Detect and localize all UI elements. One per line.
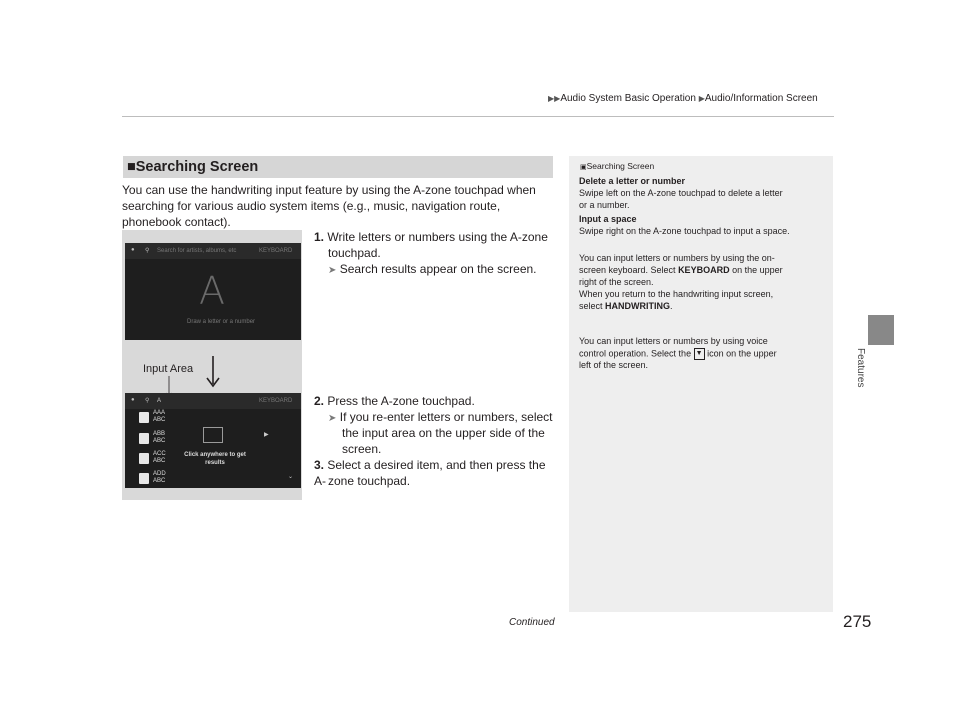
- input-area-label: Input Area: [143, 363, 194, 375]
- header-rule: [122, 116, 834, 117]
- chevron-down-icon: ⌄: [288, 474, 294, 480]
- mic-icon: ●: [131, 397, 135, 403]
- search-icon: ⚲: [145, 248, 150, 254]
- music-note-icon: [139, 453, 149, 464]
- click-hint: Click anywhere to get results: [184, 452, 246, 466]
- handwriting-screen: [125, 243, 301, 340]
- sidebar-heading: Searching Screen: [586, 161, 655, 171]
- page-number: 275: [843, 612, 872, 631]
- search-placeholder: Search for artists, albums, etc: [157, 248, 237, 254]
- handwritten-letter: A: [199, 269, 225, 313]
- music-note-icon: [139, 412, 149, 423]
- section-title: ■Searching Screen: [123, 156, 553, 178]
- intro-paragraph: You can use the handwriting input feature by using the A-zone touchpad when searching for various audio system items (e.g., music, navigation route, phonebook contact).: [122, 183, 536, 229]
- draw-hint: Draw a letter or a number: [187, 319, 256, 325]
- search-results-screen: [125, 393, 301, 488]
- mic-icon: ●: [131, 247, 135, 253]
- search-icon: ⚲: [145, 398, 150, 404]
- continued-label: Continued: [509, 617, 555, 628]
- keyboard-button: KEYBOARD: [259, 248, 293, 254]
- list-item[interactable]: AAA ABC: [137, 410, 177, 426]
- play-icon: ▶: [264, 432, 269, 438]
- arrow-icon: ➤: [328, 413, 337, 424]
- search-query: A: [157, 398, 162, 404]
- breadcrumb-part2: Audio/Information Screen: [704, 93, 818, 104]
- keyboard-button: KEYBOARD: [259, 398, 293, 404]
- breadcrumb-part1: Audio System Basic Operation: [560, 93, 696, 104]
- music-note-icon: [139, 473, 149, 484]
- notes-sidebar: ▣Searching Screen Delete a letter or number Swipe left on the A-zone touchpad to delete a letter or a number. Input a space Swipe right on the A-zone touchpad to input a space. You can input letters or numbers by using the on- screen keyboard. Select KEYBOARD on the upper right of the screen. When you return to the handwriting input screen, select HANDWRITING. You can input letters or numbers by using voice control operation. Select the ▼ icon on the upper left of the screen.: [569, 156, 833, 612]
- talk-button-icon: ▼: [694, 348, 705, 360]
- music-note-icon: [139, 433, 149, 444]
- note-icon: ▣: [580, 164, 587, 171]
- touchpad-icon: [203, 427, 223, 443]
- list-item[interactable]: ADD ABC: [137, 471, 177, 487]
- list-item[interactable]: ABB ABC: [137, 431, 177, 447]
- side-tab-marker: [868, 315, 894, 345]
- side-tab-label: Features: [855, 348, 866, 388]
- breadcrumb: ▶▶Audio System Basic Operation ▶Audio/Information Screen: [548, 93, 818, 104]
- arrow-icon: ➤: [328, 265, 337, 276]
- list-item[interactable]: ACC ABC: [137, 451, 177, 467]
